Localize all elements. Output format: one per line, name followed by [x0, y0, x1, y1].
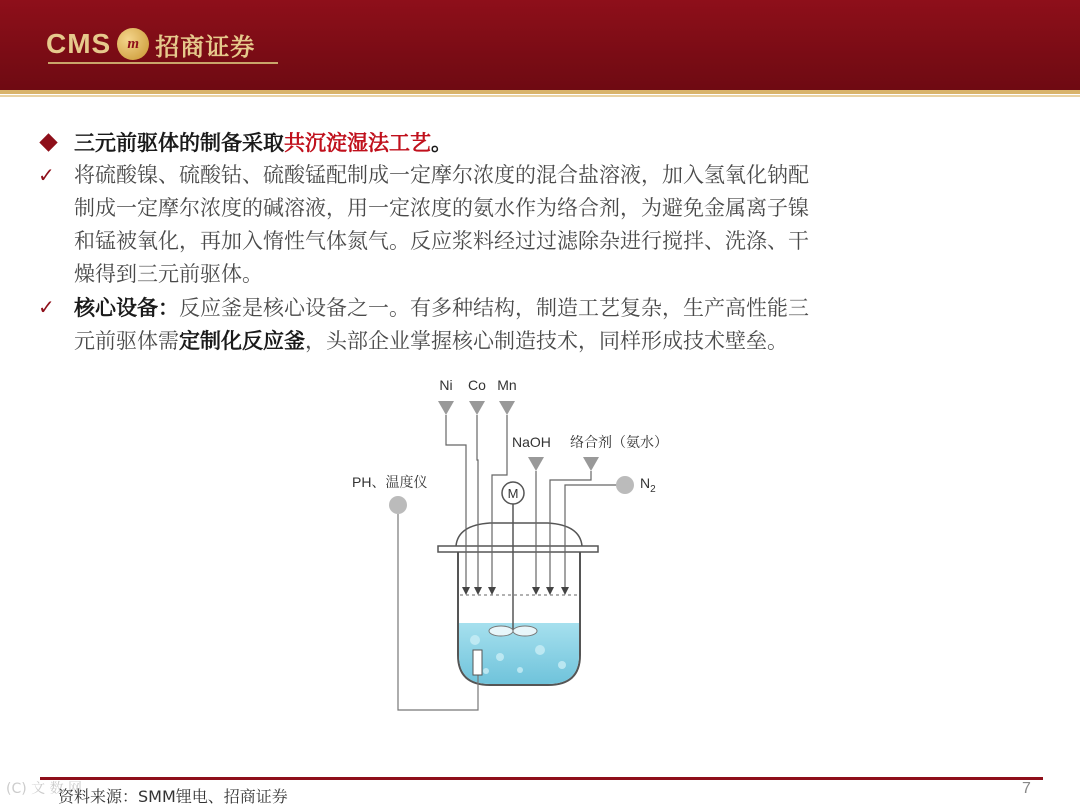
logo-cms-text: CMS [46, 28, 112, 59]
title-prefix: 三元前驱体的制备采取 [74, 130, 284, 155]
p2-line2-prefix: 元前驱体需 [74, 329, 179, 353]
title-highlight: 共沉淀湿法工艺 [284, 130, 431, 155]
check-bullet-icon: ✓ [38, 295, 55, 319]
paragraph1-line1 [40, 159, 1030, 192]
logo-emblem-icon: m [117, 28, 149, 60]
ph-probe [473, 650, 482, 675]
title-line [40, 126, 1030, 159]
naoh-label: NaOH [512, 434, 551, 450]
p1-line-2: 制成一定摩尔浓度的碱溶液，用一定浓度的氨水作为络合剂，为避免金属离子镍 [74, 196, 809, 220]
stirrer-blade-left [489, 626, 513, 636]
co-label: Co [468, 377, 486, 393]
n2-inlet-icon [616, 476, 634, 494]
p2-line2-suffix: ，头部企业掌握核心制造技术，同样形成技术壁垒。 [305, 329, 788, 353]
paragraph1-line4 [40, 258, 1030, 291]
slide-content [40, 126, 1030, 357]
n2-label: $N_2$ [640, 475, 656, 495]
p1-line-1: 将硫酸镍、硫酸钴、硫酸锰配制成一定摩尔浓度的混合盐溶液，加入氢氧化钠配 [74, 163, 809, 187]
paragraph1-line2 [40, 192, 1030, 225]
mn-label: Mn [497, 377, 517, 393]
paragraph1-line3 [40, 225, 1030, 258]
header-gold-line [0, 90, 1080, 94]
header-light-line [0, 95, 1080, 97]
logo-chinese-text: 招商证券 [155, 32, 256, 61]
logo-underline [48, 62, 278, 64]
p1-line-4: 燥得到三元前驱体。 [74, 262, 263, 286]
ph-sensor-icon [389, 496, 407, 514]
ni-label: Ni [439, 377, 453, 393]
reactor-diagram [340, 365, 710, 715]
complexing-agent-label: 络合剂（氨水） [570, 434, 668, 450]
diamond-bullet-icon [39, 133, 57, 151]
stirrer-blade-right [513, 626, 537, 636]
p1-line-3: 和锰被氧化，再加入惰性气体氮气。反应浆料经过过滤除杂进行搅拌、洗涤、干 [74, 229, 809, 253]
footer-divider [40, 777, 1043, 780]
reactor-lid-dome [456, 523, 582, 546]
p2-line2-bold: 定制化反应釜 [179, 328, 305, 353]
page-number: 7 [1022, 780, 1031, 797]
ph-temperature-label: PH、温度仪 [352, 474, 428, 490]
company-logo [46, 26, 255, 62]
source-note: 资料来源：SMM锂电、招商证券 [58, 787, 288, 806]
title-suffix: 。 [431, 130, 452, 155]
p2-line-1: 反应釜是核心设备之一。有多种结构，制造工艺复杂，生产高性能三 [179, 296, 809, 320]
n2-subscript: 2 [650, 484, 656, 495]
reactor-lid-flange [438, 546, 598, 552]
p2-label: 核心设备： [74, 295, 179, 320]
motor-label: M [507, 486, 519, 501]
check-bullet-icon: ✓ [38, 163, 55, 187]
paragraph2-line1 [40, 291, 1030, 324]
watermark: (C) 文 数 网 [6, 781, 83, 797]
paragraph2-line2 [40, 324, 1030, 357]
